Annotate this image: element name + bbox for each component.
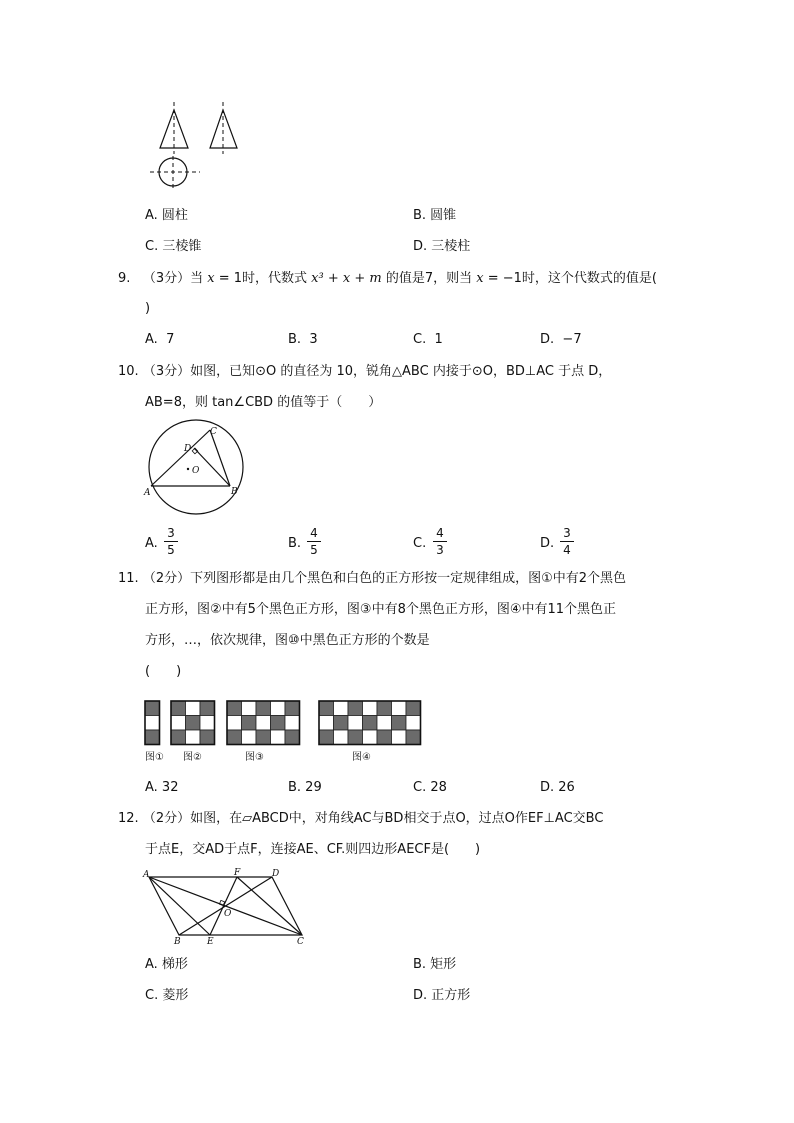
q9-number: 9. [118, 271, 131, 286]
q12-option-d: D. 正方形 [413, 988, 471, 1003]
q9-option-b: B. 3 [288, 332, 318, 347]
q12-option-a: A. 梯形 [145, 957, 188, 972]
q11-option-d: D. 26 [540, 780, 575, 795]
q9-tail2: ，则当 [433, 271, 473, 286]
q9-tail1: 的值是 [381, 271, 425, 286]
q11-option-a: A. 32 [145, 780, 179, 795]
q9-option-d: D. −7 [540, 332, 582, 347]
q12-label-b: B [174, 937, 181, 947]
q9-option-a: A. 7 [145, 332, 175, 347]
q10-label-a: A [144, 488, 151, 498]
q12-label-a: A [143, 870, 150, 880]
q9-eq1: = 1时，代数式 [214, 271, 308, 286]
q12-option-b: B. 矩形 [413, 957, 457, 972]
q10-option-d-letter: D. [540, 536, 555, 551]
q11-stem-line3: 方形，…，依次规律，图⑩中黑色正方形的个数是 [145, 633, 430, 648]
q12-label-e: E [207, 937, 214, 947]
q12-number: 12. [118, 811, 139, 826]
q11-caption-3: 图③ [245, 752, 264, 763]
q11-stem-line2: 正方形，图②中有5个黑色正方形，图③中有8个黑色正方形，图④中有11个黑色正 [145, 602, 617, 617]
q12-label-d: D [272, 869, 280, 879]
q10-label-c: C [210, 427, 217, 437]
q12-stem-line2: 于点E，交AD于点F，连接AE、CF.则四边形AECF是( ) [145, 842, 481, 857]
q10-option-a-letter: A. [145, 536, 158, 551]
q12-stem-line1: 12. （2分）如图，在▱ABCD中，对角线AC与BD相交于点O，过点O作EF⊥AC交BC [118, 811, 604, 826]
q11-caption-4: 图④ [352, 752, 371, 763]
q10-stem-line2: AB=8，则 tan∠CBD 的值等于（ ） [145, 395, 382, 410]
q11-answer-paren: ( ) [145, 664, 182, 679]
q8-option-d: D. 三棱柱 [413, 239, 471, 254]
q11-option-c: C. 28 [413, 780, 447, 795]
q10-label-b: B [231, 487, 238, 497]
q9-close-paren: ) [145, 301, 151, 316]
q10-option-a-fraction: 3 5 [164, 526, 178, 557]
q8-option-c: C. 三棱锥 [145, 239, 202, 254]
q9-x2: x [476, 271, 484, 286]
q11-stem-line1: 11. （2分）下列图形都是由几个黑色和白色的正方形按一定规律组成，图①中有2个黑色 [118, 571, 627, 586]
q8-option-b: B. 圆锥 [413, 208, 457, 223]
q9-option-c: C. 1 [413, 332, 443, 347]
q10-stem-line1: 10. （3分）如图，已知⊙O 的直径为 10，锐角△ABC 内接于⊙O，BD⊥AC 于点 D， [118, 364, 612, 379]
q10-label-d: D [184, 444, 192, 454]
q9-expression: x³ + x + m [311, 271, 382, 286]
q9-eq2: = −1时，这个代数式的值是( [483, 271, 658, 286]
q11-option-b: B. 29 [288, 780, 322, 795]
q11-caption-1: 图① [145, 752, 164, 763]
q10-option-c-fraction: 4 3 [433, 526, 447, 557]
q11-caption-2: 图② [183, 752, 202, 763]
q11-number: 11. [118, 571, 139, 586]
q10-number: 10. [118, 364, 139, 379]
q12-label-c: C [297, 937, 304, 947]
q8-option-a: A. 圆柱 [145, 208, 188, 223]
q10-option-c-letter: C. [413, 536, 427, 551]
q10-label-o: O [192, 466, 200, 476]
q9-value: 7 [424, 271, 434, 286]
q10-option-d-fraction: 3 4 [560, 526, 574, 557]
q12-label-f: F [234, 868, 241, 878]
q9-x1: x [207, 271, 215, 286]
q12-option-c: C. 菱形 [145, 988, 189, 1003]
q12-label-o: O [224, 909, 232, 919]
q10-option-b-fraction: 4 5 [307, 526, 321, 557]
q10-option-b-letter: B. [288, 536, 302, 551]
q9-score: （3分）当 [142, 271, 204, 286]
